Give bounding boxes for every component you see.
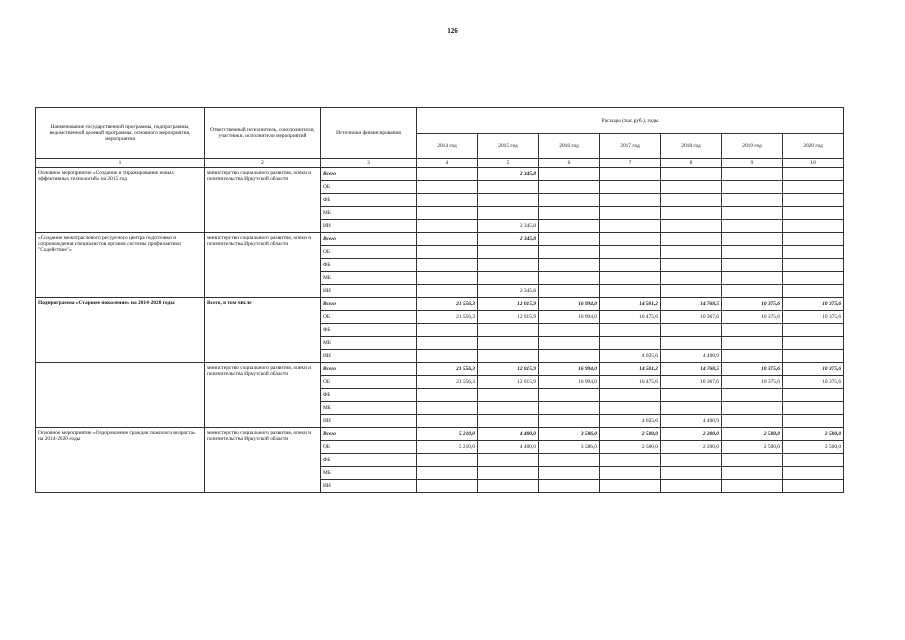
funding-source-cell: Всего (321, 428, 417, 441)
header-source: Источники финансирования (321, 108, 417, 159)
amount-cell (478, 350, 539, 363)
amount-cell (783, 402, 844, 415)
funding-source-cell: ИИ (321, 415, 417, 428)
amount-cell (417, 168, 478, 181)
amount-cell (539, 285, 600, 298)
column-number: 7 (600, 159, 661, 168)
page-number: 126 (447, 27, 458, 35)
header-responsible: Ответственный исполнитель, соисполнители, участники, исполнители мероприятий (205, 108, 321, 159)
amount-cell (783, 285, 844, 298)
amount-cell (661, 194, 722, 207)
header-year: 2014 год (417, 134, 478, 159)
amount-cell (539, 272, 600, 285)
amount-cell (661, 389, 722, 402)
amount-cell (722, 233, 783, 246)
column-number: 1 (36, 159, 205, 168)
column-numbers-row (36, 159, 844, 168)
amount-cell (600, 337, 661, 350)
amount-cell (478, 415, 539, 428)
amount-cell (539, 259, 600, 272)
funding-source-cell: ОБ (321, 246, 417, 259)
amount-cell (417, 402, 478, 415)
amount-cell (478, 454, 539, 467)
amount-cell: 14 501,2 (600, 363, 661, 376)
amount-cell: 10 367,6 (661, 376, 722, 389)
funding-source-cell: МБ (321, 337, 417, 350)
amount-cell (783, 194, 844, 207)
amount-cell (722, 181, 783, 194)
program-name-cell: Основное мероприятие «Создание и тиражирование новых эффективных технологий» на 2015 год (36, 168, 205, 233)
amount-cell: 10 375,6 (722, 311, 783, 324)
funding-source-cell: ИИ (321, 350, 417, 363)
table-row (36, 298, 844, 311)
amount-cell (600, 181, 661, 194)
column-number: 9 (722, 159, 783, 168)
column-number: 3 (321, 159, 417, 168)
amount-cell (722, 272, 783, 285)
amount-cell (783, 467, 844, 480)
amount-cell (722, 337, 783, 350)
amount-cell (722, 246, 783, 259)
amount-cell (661, 181, 722, 194)
amount-cell (478, 337, 539, 350)
amount-cell: 3 586,0 (539, 441, 600, 454)
amount-cell: 2 345,8 (478, 233, 539, 246)
amount-cell (539, 402, 600, 415)
amount-cell (539, 350, 600, 363)
amount-cell (722, 285, 783, 298)
amount-cell (722, 168, 783, 181)
amount-cell (600, 480, 661, 493)
amount-cell: 4 400,0 (478, 441, 539, 454)
column-number: 2 (205, 159, 321, 168)
amount-cell (417, 285, 478, 298)
funding-source-cell: МБ (321, 272, 417, 285)
header-year: 2020 год (783, 134, 844, 159)
amount-cell (783, 233, 844, 246)
funding-source-cell: ИИ (321, 285, 417, 298)
amount-cell (600, 389, 661, 402)
amount-cell (417, 246, 478, 259)
amount-cell (539, 194, 600, 207)
amount-cell: 21 556,3 (417, 311, 478, 324)
amount-cell (600, 246, 661, 259)
program-name-cell: «Создание межотраслевого ресурсного центра подготовки и сопровождения специалистов органов системы профилактики "Содействие"» (36, 233, 205, 298)
amount-cell (600, 402, 661, 415)
amount-cell: 16 994,0 (539, 376, 600, 389)
amount-cell (722, 389, 783, 402)
amount-cell (539, 389, 600, 402)
table-row (36, 363, 844, 376)
amount-cell (722, 259, 783, 272)
funding-source-cell: МБ (321, 467, 417, 480)
funding-source-cell: Всего (321, 168, 417, 181)
amount-cell (417, 389, 478, 402)
amount-cell (661, 168, 722, 181)
amount-cell: 14 501,2 (600, 298, 661, 311)
amount-cell (539, 168, 600, 181)
amount-cell (417, 233, 478, 246)
amount-cell (417, 259, 478, 272)
amount-cell (539, 246, 600, 259)
amount-cell (661, 259, 722, 272)
amount-cell: 10 475,6 (600, 376, 661, 389)
header-year: 2018 год (661, 134, 722, 159)
amount-cell: 2 500,0 (600, 428, 661, 441)
amount-cell (417, 194, 478, 207)
amount-cell (661, 480, 722, 493)
amount-cell: 4 025,6 (600, 415, 661, 428)
amount-cell (783, 350, 844, 363)
amount-cell (600, 207, 661, 220)
amount-cell (539, 233, 600, 246)
amount-cell (417, 272, 478, 285)
responsible-cell: министерство социального развития, опеки и попечительства Иркутской области (205, 428, 321, 493)
amount-cell: 2 345,8 (478, 285, 539, 298)
program-name-cell (36, 363, 205, 428)
amount-cell: 4 400,9 (661, 350, 722, 363)
amount-cell (722, 194, 783, 207)
amount-cell (539, 480, 600, 493)
amount-cell (722, 454, 783, 467)
funding-source-cell: ИИ (321, 480, 417, 493)
responsible-cell: Всего, в том числе (205, 298, 321, 363)
funding-source-cell: Всего (321, 233, 417, 246)
amount-cell: 16 994,0 (539, 311, 600, 324)
amount-cell (661, 285, 722, 298)
amount-cell (783, 246, 844, 259)
amount-cell (661, 207, 722, 220)
amount-cell: 4 400,9 (661, 415, 722, 428)
amount-cell: 14 768,5 (661, 298, 722, 311)
funding-source-cell: ОБ (321, 181, 417, 194)
amount-cell: 2 200,0 (661, 428, 722, 441)
program-name-cell: Основное мероприятие «Оздоровление граждан пожилого возраста» на 2014-2020 годы (36, 428, 205, 493)
amount-cell (661, 272, 722, 285)
amount-cell (661, 402, 722, 415)
amount-cell (600, 220, 661, 233)
amount-cell: 3 586,0 (539, 428, 600, 441)
amount-cell (539, 415, 600, 428)
amount-cell: 2 500,0 (783, 428, 844, 441)
amount-cell: 5 210,0 (417, 428, 478, 441)
amount-cell (539, 220, 600, 233)
amount-cell (600, 233, 661, 246)
amount-cell (783, 220, 844, 233)
amount-cell (661, 337, 722, 350)
amount-cell: 12 015,9 (478, 311, 539, 324)
amount-cell (478, 402, 539, 415)
amount-cell (478, 194, 539, 207)
amount-cell (600, 467, 661, 480)
amount-cell: 12 015,9 (478, 363, 539, 376)
amount-cell: 4 025,6 (600, 350, 661, 363)
amount-cell (539, 467, 600, 480)
amount-cell: 10 375,6 (722, 376, 783, 389)
amount-cell: 21 556,3 (417, 363, 478, 376)
amount-cell (478, 389, 539, 402)
program-name-cell: Подпрограмма «Старшее поколение» на 2014-2020 годы (36, 298, 205, 363)
funding-source-cell: Всего (321, 363, 417, 376)
amount-cell (722, 207, 783, 220)
header-year: 2016 год (539, 134, 600, 159)
funding-source-cell: ОБ (321, 376, 417, 389)
header-year: 2015 год (478, 134, 539, 159)
table-body (36, 168, 844, 493)
budget-table (35, 107, 844, 493)
amount-cell (783, 181, 844, 194)
amount-cell: 10 375,6 (722, 298, 783, 311)
amount-cell: 10 375,6 (783, 376, 844, 389)
amount-cell (417, 350, 478, 363)
amount-cell (478, 246, 539, 259)
funding-source-cell: ОБ (321, 441, 417, 454)
amount-cell (539, 207, 600, 220)
amount-cell (783, 207, 844, 220)
header-year: 2017 год (600, 134, 661, 159)
amount-cell (478, 181, 539, 194)
amount-cell (417, 415, 478, 428)
amount-cell: 2 500,0 (722, 428, 783, 441)
amount-cell (417, 337, 478, 350)
column-number: 6 (539, 159, 600, 168)
amount-cell: 10 375,6 (783, 298, 844, 311)
amount-cell (478, 207, 539, 220)
funding-source-cell: ФБ (321, 259, 417, 272)
amount-cell (417, 220, 478, 233)
amount-cell (417, 324, 478, 337)
amount-cell (539, 324, 600, 337)
column-number: 5 (478, 159, 539, 168)
amount-cell: 12 015,9 (478, 376, 539, 389)
amount-cell (661, 454, 722, 467)
amount-cell (539, 337, 600, 350)
column-number: 4 (417, 159, 478, 168)
amount-cell: 10 367,6 (661, 311, 722, 324)
responsible-cell: министерство социального развития, опеки и попечительства Иркутской области (205, 233, 321, 298)
amount-cell (539, 454, 600, 467)
header-program: Наименование государственной программы, подпрограммы, ведомственной целевой программы, основного мероприятия, мероприятия (36, 108, 205, 159)
amount-cell (600, 168, 661, 181)
amount-cell (600, 454, 661, 467)
amount-cell: 10 375,6 (722, 363, 783, 376)
amount-cell: 21 556,3 (417, 376, 478, 389)
amount-cell (661, 220, 722, 233)
amount-cell (600, 272, 661, 285)
amount-cell (722, 350, 783, 363)
column-number: 8 (661, 159, 722, 168)
amount-cell (783, 259, 844, 272)
amount-cell: 4 400,0 (478, 428, 539, 441)
amount-cell (478, 324, 539, 337)
funding-source-cell: ИИ (321, 220, 417, 233)
amount-cell (478, 480, 539, 493)
amount-cell: 16 994,0 (539, 298, 600, 311)
amount-cell: 16 994,0 (539, 363, 600, 376)
amount-cell (783, 454, 844, 467)
amount-cell (783, 337, 844, 350)
amount-cell: 10 375,6 (783, 311, 844, 324)
amount-cell (783, 324, 844, 337)
header-year: 2019 год (722, 134, 783, 159)
table-row (36, 428, 844, 441)
funding-source-cell: МБ (321, 402, 417, 415)
table-row (36, 233, 844, 246)
responsible-cell: министерство социального развития, опеки и попечительства Иркутской области (205, 363, 321, 428)
amount-cell: 2 200,0 (661, 441, 722, 454)
header-expenses: Расходы (тыс.руб.), годы (417, 108, 844, 134)
column-number: 10 (783, 159, 844, 168)
amount-cell (661, 246, 722, 259)
amount-cell (600, 259, 661, 272)
amount-cell (722, 402, 783, 415)
amount-cell (783, 272, 844, 285)
amount-cell (661, 233, 722, 246)
amount-cell (600, 194, 661, 207)
amount-cell (722, 467, 783, 480)
funding-source-cell: ФБ (321, 454, 417, 467)
amount-cell: 14 768,5 (661, 363, 722, 376)
amount-cell: 5 210,0 (417, 441, 478, 454)
amount-cell (722, 480, 783, 493)
amount-cell: 2 345,8 (478, 168, 539, 181)
amount-cell: 10 475,6 (600, 311, 661, 324)
funding-source-cell: ФБ (321, 324, 417, 337)
funding-source-cell: Всего (321, 298, 417, 311)
amount-cell: 2 500,0 (722, 441, 783, 454)
amount-cell (783, 389, 844, 402)
amount-cell (417, 480, 478, 493)
funding-source-cell: ФБ (321, 389, 417, 402)
amount-cell: 2 345,8 (478, 220, 539, 233)
amount-cell: 21 556,3 (417, 298, 478, 311)
amount-cell (722, 220, 783, 233)
amount-cell (478, 259, 539, 272)
funding-source-cell: ОБ (321, 311, 417, 324)
amount-cell (478, 272, 539, 285)
amount-cell (600, 285, 661, 298)
amount-cell (783, 415, 844, 428)
amount-cell (417, 454, 478, 467)
responsible-cell: министерство социального развития, опеки и попечительства Иркутской области (205, 168, 321, 233)
header-row (36, 108, 844, 134)
amount-cell (417, 181, 478, 194)
amount-cell (661, 324, 722, 337)
amount-cell: 12 015,9 (478, 298, 539, 311)
amount-cell (722, 324, 783, 337)
amount-cell (417, 207, 478, 220)
amount-cell (722, 415, 783, 428)
amount-cell (478, 467, 539, 480)
amount-cell (783, 480, 844, 493)
amount-cell: 10 375,6 (783, 363, 844, 376)
table-row (36, 168, 844, 181)
amount-cell (600, 324, 661, 337)
amount-cell (417, 467, 478, 480)
amount-cell: 2 500,0 (783, 441, 844, 454)
amount-cell (661, 467, 722, 480)
amount-cell: 2 500,0 (600, 441, 661, 454)
funding-source-cell: ФБ (321, 194, 417, 207)
funding-source-cell: МБ (321, 207, 417, 220)
amount-cell (539, 181, 600, 194)
amount-cell (783, 168, 844, 181)
